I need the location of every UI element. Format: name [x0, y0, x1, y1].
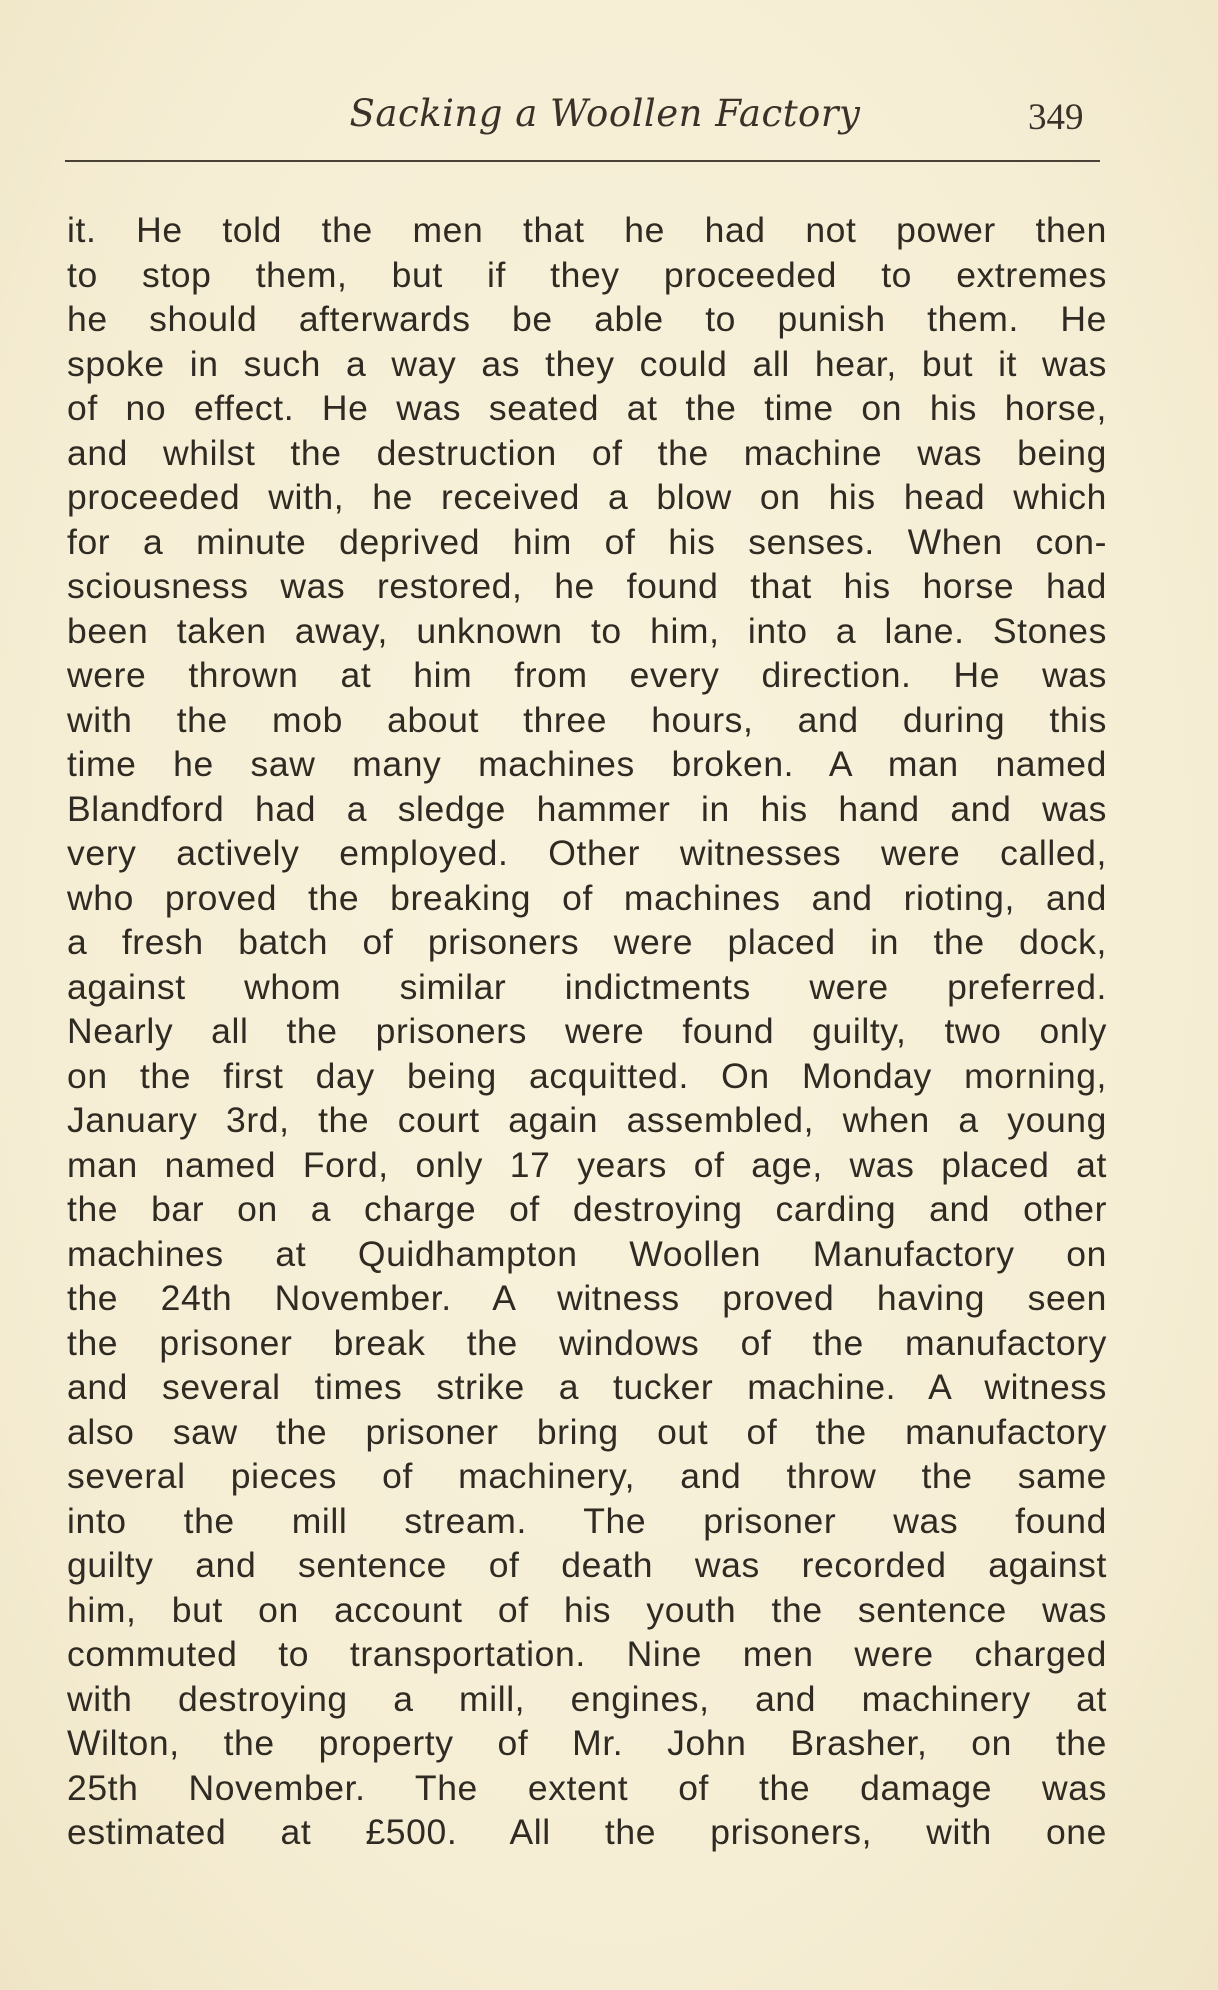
- text-line: on the first day being acquitted. On Monday morning,: [67, 1055, 1107, 1096]
- text-line: sciousness was restored, he found that his horse had: [67, 566, 1107, 606]
- text-line: with destroying a mill, engines, and machinery at: [67, 1678, 1107, 1719]
- page-number: 349: [1028, 97, 1084, 138]
- text-line: very actively employed. Other witnesses were called,: [67, 833, 1107, 873]
- text-line: and whilst the destruction of the machine was being: [67, 432, 1107, 473]
- text-line: him, but on account of his youth the sentence was: [67, 1589, 1107, 1630]
- text-line: the prisoner break the windows of the manufactory: [67, 1322, 1107, 1363]
- text-line: into the mill stream. The prisoner was found: [67, 1500, 1107, 1541]
- text-line: January 3rd, the court again assembled, when a young: [67, 1100, 1107, 1140]
- text-line: several pieces of machinery, and throw the same: [67, 1456, 1107, 1496]
- text-line: a fresh batch of prisoners were placed in the dock,: [67, 922, 1107, 962]
- text-line: against whom similar indictments were preferred.: [67, 966, 1107, 1007]
- text-line: proceeded with, he received a blow on his head which: [67, 477, 1107, 517]
- running-header: [0, 92, 1218, 152]
- text-line: the bar on a charge of destroying carding and other: [67, 1189, 1107, 1229]
- text-line: also saw the prisoner bring out of the manufactory: [67, 1411, 1107, 1452]
- text-line: Blandford had a sledge hammer in his hand and was: [67, 788, 1107, 829]
- text-line: Wilton, the property of Mr. John Brasher, on the: [67, 1723, 1107, 1763]
- text-line: and several times strike a tucker machine. A witness: [67, 1367, 1107, 1407]
- body-text: [67, 208, 1107, 1855]
- text-line: estimated at £500. All the prisoners, with one: [67, 1812, 1107, 1852]
- text-line: he should afterwards be able to punish them. He: [67, 299, 1107, 339]
- text-line: man named Ford, only 17 years of age, was placed at: [67, 1144, 1107, 1185]
- text-line: for a minute deprived him of his senses. When con-: [67, 521, 1107, 562]
- text-line: machines at Quidhampton Woollen Manufactory on: [67, 1233, 1107, 1274]
- text-line: Nearly all the prisoners were found guilty, two only: [67, 1011, 1107, 1051]
- text-line: 25th November. The extent of the damage was: [67, 1767, 1107, 1808]
- text-line: were thrown at him from every direction. He was: [67, 655, 1107, 695]
- text-line: guilty and sentence of death was recorded against: [67, 1545, 1107, 1585]
- text-line: the 24th November. A witness proved having seen: [67, 1278, 1107, 1318]
- running-title: Sacking a Woollen Factory: [349, 92, 861, 135]
- text-line: with the mob about three hours, and during this: [67, 699, 1107, 740]
- header-rule: [65, 160, 1100, 162]
- text-line: commuted to transportation. Nine men were charged: [67, 1634, 1107, 1674]
- text-line: time he saw many machines broken. A man named: [67, 744, 1107, 784]
- text-line: spoke in such a way as they could all hear, but it was: [67, 343, 1107, 384]
- text-line: who proved the breaking of machines and rioting, and: [67, 877, 1107, 918]
- text-line: it. He told the men that he had not power then: [67, 210, 1107, 250]
- text-line: been taken away, unknown to him, into a lane. Stones: [67, 610, 1107, 651]
- text-line: of no effect. He was seated at the time on his horse,: [67, 388, 1107, 428]
- text-line: to stop them, but if they proceeded to extremes: [67, 254, 1107, 295]
